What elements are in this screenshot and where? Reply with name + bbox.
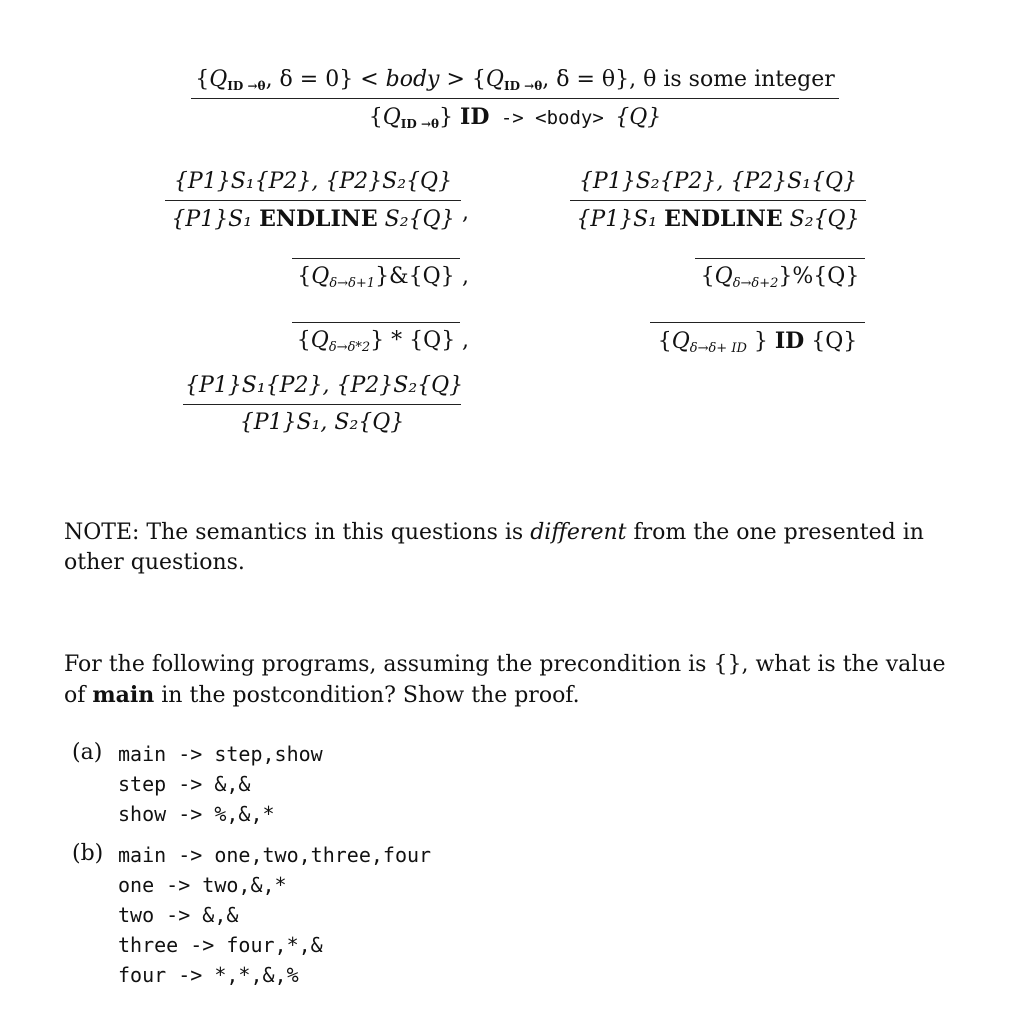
code-line: one -> two,&,* xyxy=(118,873,287,897)
comma: , xyxy=(462,328,469,353)
code-line: two -> &,& xyxy=(118,903,239,927)
program-a-code xyxy=(118,739,323,829)
program-a-label: (a) xyxy=(72,740,103,765)
rule-body-conclusion: $\{Q_{ID \to\theta}\}$ ID -> <body> {Q} xyxy=(368,104,662,131)
rule-body xyxy=(191,66,839,132)
rule-sequence-conclusion: {P1}S₁, S₂{Q} xyxy=(239,410,405,435)
rule-sequence xyxy=(183,372,464,437)
rule-endline-left-premise: {P1}S₁{P2}, {P2}S₂{Q} xyxy=(173,169,453,194)
rule-ampersand-conclusion: $\{Q_{\delta\to\delta+1}\}\&\{Q\}$ xyxy=(297,264,455,291)
program-b-code xyxy=(118,840,431,990)
rule-percent xyxy=(695,258,865,291)
rule-sequence-premise: {P1}S₁{P2}, {P2}S₂{Q} xyxy=(185,373,464,398)
program-b-label: (b) xyxy=(72,841,104,866)
comma: , xyxy=(462,264,469,289)
code-line: step -> &,& xyxy=(118,772,251,796)
rule-star xyxy=(292,322,460,355)
rule-body-premise: {$Q_{ID \to\theta}$, δ = 0} < body > {$Q_{ID \to\theta}$, δ = θ}, θ is some integer xyxy=(195,67,835,93)
code-line: four -> *,*,&,% xyxy=(118,963,299,987)
comma: , xyxy=(462,200,469,225)
question-paragraph: For the following programs, assuming the precondition is {}, what is the value of main in the postcondition? Show the proof. xyxy=(64,652,946,708)
rule-endline-right-premise: {P1}S₂{P2}, {P2}S₁{Q} xyxy=(578,169,858,194)
code-line: show -> %,&,* xyxy=(118,802,275,826)
rule-star-conclusion: $\{Q_{\delta\to\delta*2}\} * \{Q\}$ xyxy=(296,328,456,355)
rule-endline-left xyxy=(165,168,461,234)
rule-percent-conclusion: $\{Q_{\delta\to\delta+2}\}\%\{Q\}$ xyxy=(700,264,860,291)
code-line: main -> step,show xyxy=(118,742,323,766)
rule-id xyxy=(650,322,865,356)
rule-ampersand xyxy=(292,258,460,291)
rule-id-conclusion: {$Q_{\delta\to\delta+ ID}$ } ID {Q} xyxy=(657,328,858,356)
code-line: three -> four,*,& xyxy=(118,933,323,957)
rule-endline-right-conclusion: {P1}S₁ ENDLINE S₂{Q} xyxy=(576,206,860,232)
note-paragraph: NOTE: The semantics in this questions is different from the one presented in other questions. xyxy=(64,520,924,575)
rule-endline-left-conclusion: {P1}S₁ ENDLINE S₂{Q} xyxy=(171,206,455,232)
rule-endline-right xyxy=(570,168,866,234)
code-line: main -> one,two,three,four xyxy=(118,843,432,867)
